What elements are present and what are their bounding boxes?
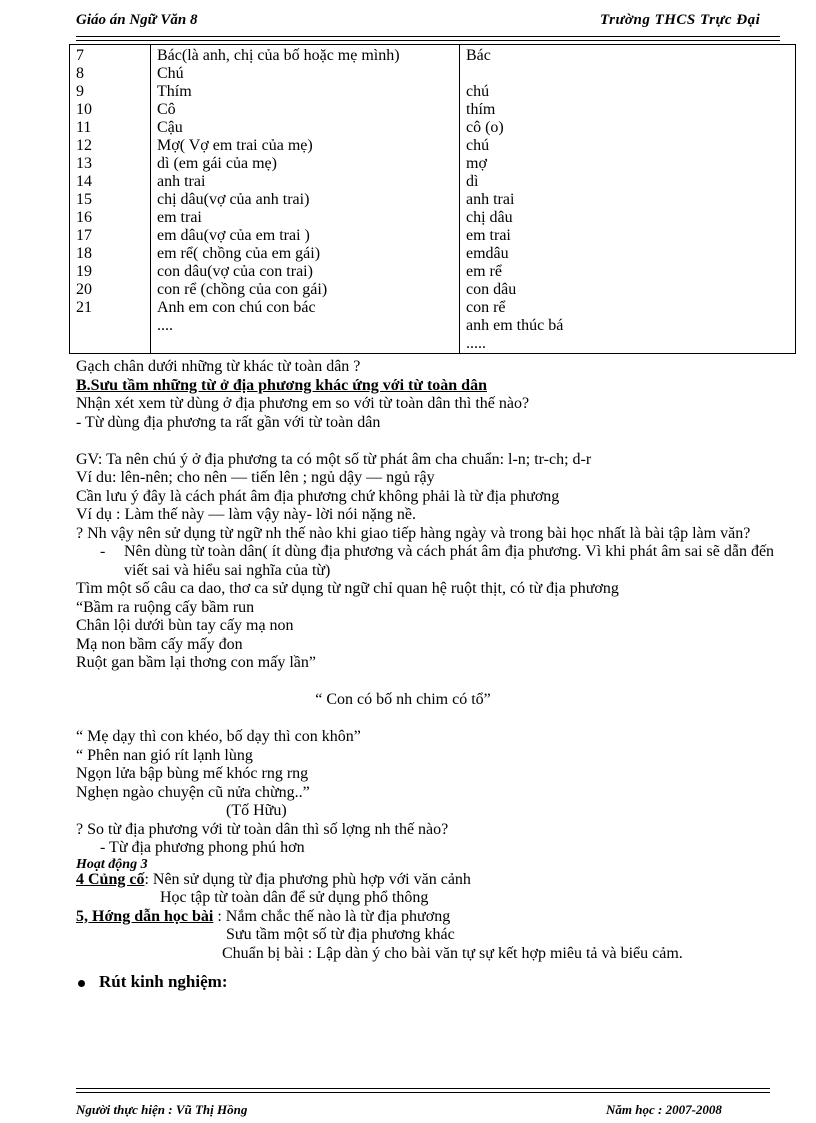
header-rule — [76, 36, 780, 41]
homework-text-3: Chuẩn bị bài : Lập dàn ý cho bài văn tự sự kết hợp miêu tả và biểu cảm. — [222, 944, 683, 962]
dialect-word: con rể (chồng của con gái) — [157, 281, 328, 298]
standard-word — [466, 65, 789, 83]
dialect-word: anh trai — [157, 173, 206, 190]
standard-word: anh em thúc bá — [466, 317, 564, 334]
standard-word-column — [460, 45, 796, 354]
row-number: 16 — [76, 209, 92, 226]
standard-word: cô (o) — [466, 119, 504, 136]
row-number: 7 — [76, 47, 84, 64]
dialect-word: Mợ( Vợ em trai của mẹ) — [157, 137, 313, 154]
poem-line: Ruột gan bầm lại thơng con mấy lần” — [76, 654, 316, 671]
header-left: Giáo án Ngữ Văn 8 — [76, 12, 198, 28]
proverb-line: “ Mẹ dạy thì con khéo, bố dạy thì con khôn” — [76, 728, 361, 745]
row-number: 14 — [76, 173, 92, 190]
consolidation-text-2: Học tập từ toàn dân để sử dụng phổ thông — [160, 889, 429, 906]
question-line: ? So từ địa phương với từ toàn dân thì số lợng nh thế nào? — [76, 820, 449, 838]
section-b-heading: B.Sưu tầm những từ ở địa phương khác ứng với từ toàn dân — [76, 376, 487, 394]
example-line: Ví du: lên-nên; cho nên — tiến lên ; ngủ dậy — ngủ rậy — [76, 469, 435, 486]
standard-word: Bác — [466, 47, 491, 64]
homework-text-2: Sưu tầm một số từ địa phương khác — [226, 926, 455, 943]
row-number: 13 — [76, 155, 92, 172]
review-line — [76, 973, 790, 992]
footer-right: Năm học : 2007-2008 — [606, 1102, 722, 1117]
example-line: Ví dụ : Làm thế này — làm vậy này- lời nói nặng nề. — [76, 506, 416, 523]
dialect-word: em dâu(vợ của em trai ) — [157, 227, 310, 244]
question-paragraph: ? Nh vậy nên sử dụng từ ngữ nh thế nào khi giao tiếp hàng ngày và trong bài học nhất là bài tập làm văn? — [76, 524, 751, 542]
poem-line: “Bầm ra ruộng cấy bầm run — [76, 598, 255, 616]
dialect-word: em rể( chồng của em gái) — [157, 245, 321, 262]
consolidation-heading: 4 Củng cố — [76, 870, 145, 888]
row-number: 15 — [76, 191, 92, 208]
footer-rule — [76, 1088, 770, 1093]
review-heading: Rút kinh nghiệm: — [99, 972, 228, 991]
dialect-word: Cô — [157, 101, 176, 118]
footer-left: Người thực hiện : Vũ Thị Hồng — [76, 1102, 248, 1117]
standard-word: mợ — [466, 155, 487, 172]
row-number: 20 — [76, 281, 92, 298]
dialect-word: dì (em gái của mẹ) — [157, 155, 277, 172]
standard-word: chú — [466, 83, 490, 100]
row-number: 12 — [76, 137, 92, 154]
standard-word: anh trai — [466, 191, 515, 208]
dialect-word-column — [151, 45, 460, 354]
consolidation-line — [76, 871, 790, 890]
row-number: 19 — [76, 263, 92, 280]
homework-text: : Nắm chắc thế nào là từ địa phương — [213, 907, 451, 925]
standard-word: emdâu — [466, 245, 509, 262]
row-number — [76, 317, 144, 335]
dialect-word: con dâu(vợ của con trai) — [157, 263, 313, 280]
activity-heading: Hoạt động 3 — [76, 856, 148, 872]
standard-word: chú — [466, 137, 490, 154]
row-number: 10 — [76, 101, 92, 118]
homework-heading: 5, Hớng dẫn học bài — [76, 907, 214, 925]
dialect-word: Thím — [157, 83, 192, 100]
header-right: Trường THCS Trực Đại — [600, 12, 761, 28]
standard-word: thím — [466, 101, 496, 118]
poem-line: Mạ non bầm cấy mấy đon — [76, 635, 243, 653]
row-number: 8 — [76, 65, 84, 82]
vocabulary-table — [69, 44, 796, 354]
row-number: 9 — [76, 83, 84, 100]
dialect-word: Anh em con chú con bác — [157, 299, 316, 316]
poem-line: Ngọn lửa bập bùng mế khóc rng rng — [76, 765, 309, 782]
answer-line: - Từ dùng địa phương ta rất gần với từ toàn dân — [76, 413, 381, 431]
consolidation-text: : Nên sử dụng từ địa phương phù hợp với văn cảnh — [144, 870, 471, 888]
bullet-icon — [78, 980, 85, 987]
dialect-word: chị dâu(vợ của anh trai) — [157, 191, 310, 208]
teacher-note: GV: Ta nên chú ý ở địa phương ta có một số từ phát âm cha chuẩn: l-n; tr-ch; d-r — [76, 450, 592, 468]
number-column — [70, 45, 151, 354]
row-number: 11 — [76, 119, 92, 136]
dialect-word: .... — [157, 317, 173, 334]
answer-item: - Nên dùng từ toàn dân( ít dùng địa phương và cách phát âm địa phương. Vì khi phát âm sai sẽ dẫn đến viết sai và hiểu sai nghĩa của từ) — [100, 543, 775, 579]
answer-text: Nên dùng từ toàn dân( ít dùng địa phương và cách phát âm địa phương. Vì khi phát âm sai sẽ dẫn đến viết sai và hiểu sai nghĩa của từ) — [124, 543, 775, 579]
poem-line: Chân lội dưới bùn tay cấy mạ non — [76, 617, 294, 634]
task-line: Tìm một số câu ca dao, thơ ca sử dụng từ ngữ chỉ quan hệ ruột thịt, có từ địa phương — [76, 580, 619, 597]
row-number: 17 — [76, 227, 92, 244]
answer-line: - Từ địa phương phong phú hơn — [100, 839, 305, 856]
dialect-word: em trai — [157, 209, 202, 226]
note-line: Cần lưu ý đây là cách phát âm địa phương chứ không phải là từ địa phương — [76, 487, 560, 505]
dialect-word: Bác(là anh, chị của bố hoặc mẹ mình) — [157, 47, 400, 64]
poem-line: “ Phên nan gió rít lạnh lùng — [76, 746, 253, 764]
poem-line: Nghẹn ngào chuyện cũ nửa chừng..” — [76, 783, 310, 801]
lesson-body — [76, 358, 790, 992]
standard-word: con rể — [466, 299, 506, 316]
standard-word: ..... — [466, 335, 486, 352]
row-number: 21 — [76, 299, 92, 316]
homework-line — [76, 908, 790, 927]
dialect-word: Chú — [157, 65, 184, 82]
instruction-line: Gạch chân dưới những từ khác từ toàn dân ? — [76, 358, 361, 375]
author-line: (Tố Hữu) — [226, 802, 287, 819]
standard-word: chị dâu — [466, 209, 513, 226]
standard-word: em trai — [466, 227, 511, 244]
dialect-word: Cậu — [157, 119, 183, 136]
question-line: Nhận xét xem từ dùng ở địa phương em so với từ toàn dân thì thế nào? — [76, 395, 530, 412]
standard-word: con dâu — [466, 281, 517, 298]
proverb-line: “ Con có bố nh chim có tổ” — [315, 691, 491, 708]
standard-word: dì — [466, 173, 479, 190]
standard-word: em rể — [466, 263, 502, 280]
row-number: 18 — [76, 245, 92, 262]
